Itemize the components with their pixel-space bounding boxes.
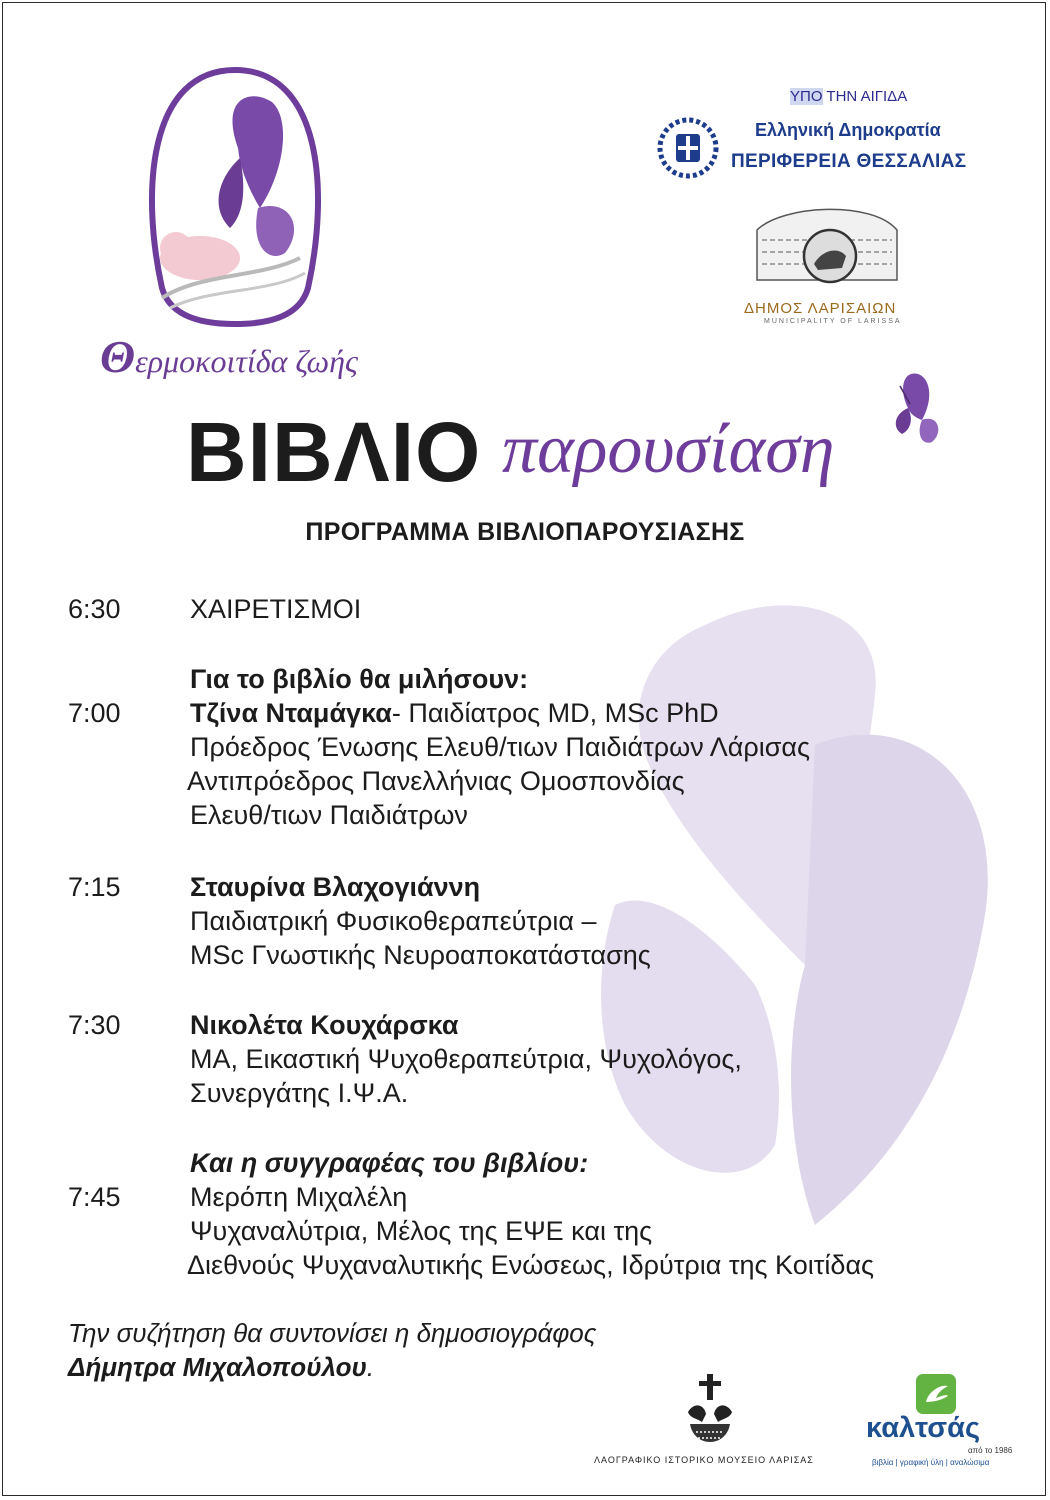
speaker-2-line-2: Παιδιατρική Φυσικοθεραπεύτρια – (190, 906, 597, 936)
museum-label: ΛΑΟΓΡΑΦΙΚΟ ΙΣΤΟΡΙΚΟ ΜΟΥΣΕΙΟ ΛΑΡΙΣΑΣ (594, 1455, 814, 1465)
municipality-label: ΔΗΜΟΣ ΛΑΡΙΣΑΙΩΝ (744, 300, 897, 317)
speaker-1-title: - Παιδίατρος MD, MSc PhD (391, 698, 719, 728)
time-slot: 7:00 (68, 698, 121, 728)
thermokoitida-wordmark (100, 330, 358, 383)
speaker-1-line-2: Πρόεδρος Ένωσης Ελευθ/τιων Παιδιάτρων Λάρισας (190, 732, 810, 762)
museum-logo (680, 1372, 740, 1452)
aegis-rest: ΤΗΝ ΑΙΓΙΔΑ (822, 88, 908, 105)
speaker-1-name: Τζίνα Νταμάγκα (190, 698, 392, 728)
title-script-part: παρουσίαση (502, 411, 835, 488)
author-intro: Και η συγγραφέας του βιβλίου: (190, 1148, 589, 1178)
speaker-2-name: Σταυρίνα Βλαχογιάννη (190, 872, 481, 902)
region-label: ΠΕΡΙΦΕΡΕΙΑ ΘΕΣΣΑΛΙΑΣ (731, 151, 967, 172)
kaltsas-wordmark: καλτσάς (866, 1412, 981, 1444)
speaker-2-line-3: MSc Γνωστικής Νευροαποκατάστασης (190, 940, 651, 970)
time-slot: 7:15 (68, 872, 121, 902)
moderator (68, 1352, 374, 1383)
speakers-intro: Για το βιβλίο θα μιλήσουν: (190, 664, 529, 694)
speaker-4-line-2: Ψυχαναλύτρια, Μέλος της ΕΨΕ και της (190, 1216, 653, 1246)
time-slot: 7:30 (68, 1010, 121, 1040)
greetings-label: ΧΑΙΡΕΤΙΣΜΟΙ (190, 594, 362, 624)
butterfly-icon (888, 368, 944, 450)
moderator-line: Την συζήτηση θα συντονίσει η δημοσιογράφος (68, 1318, 597, 1348)
moderator-name: Δήμητρα Μιχαλοπούλου (68, 1352, 367, 1382)
kaltsas-tagline: βιβλία | γραφική ύλη | αναλώσιμα (872, 1458, 990, 1467)
speaker-3-line-3: Συνεργάτης Ι.Ψ.Α. (190, 1078, 409, 1108)
municipality-en-label: MUNICIPALITY OF LARISSA (764, 318, 902, 325)
speaker-1 (190, 698, 719, 729)
region-thessaly-block (655, 112, 1015, 182)
speaker-3-line-2: MA, Εικαστική Ψυχοθεραπεύτρια, Ψυχολόγος, (190, 1044, 742, 1074)
title-bold-part: ΒΙΒΛΙΟ (186, 405, 482, 499)
moderator-dot: . (366, 1352, 375, 1382)
speaker-1-line-4: Ελευθ/τιων Παιδιάτρων (190, 800, 468, 830)
wordmark-rest: ερμοκοιτίδα ζωής (135, 343, 358, 379)
program-subtitle: ΠΡΟΓΡΑΜΜΑ ΒΙΒΛΙΟΠΑΡΟΥΣΙΑΣΗΣ (305, 518, 745, 546)
under-aegis-label (790, 88, 907, 105)
greek-emblem-icon (655, 116, 721, 180)
republic-label: Ελληνική Δημοκρατία (755, 120, 941, 140)
background-butterfly (555, 585, 1015, 1245)
aegis-prefix: ΥΠΟ (790, 88, 823, 105)
speaker-1-line-3: Αντιπρόεδρος Πανελλήνιας Ομοσπονδίας (187, 766, 685, 796)
speaker-3-name: Νικολέτα Κουχάρσκα (190, 1010, 459, 1040)
time-slot: 6:30 (68, 594, 121, 624)
main-title (186, 392, 966, 512)
time-slot: 7:45 (68, 1182, 121, 1212)
wordmark-initial: Θ (100, 331, 136, 382)
municipality-emblem (752, 190, 902, 295)
speaker-4-name: Μερόπη Μιχαλέλη (190, 1182, 408, 1212)
kaltsas-logo-icon (916, 1374, 956, 1414)
kaltsas-since-label: από το 1986 (968, 1446, 1013, 1455)
speaker-4-line-3: Διεθνούς Ψυχαναλυτικής Ενώσεως, Ιδρύτρια της Κοιτίδας (187, 1250, 875, 1280)
